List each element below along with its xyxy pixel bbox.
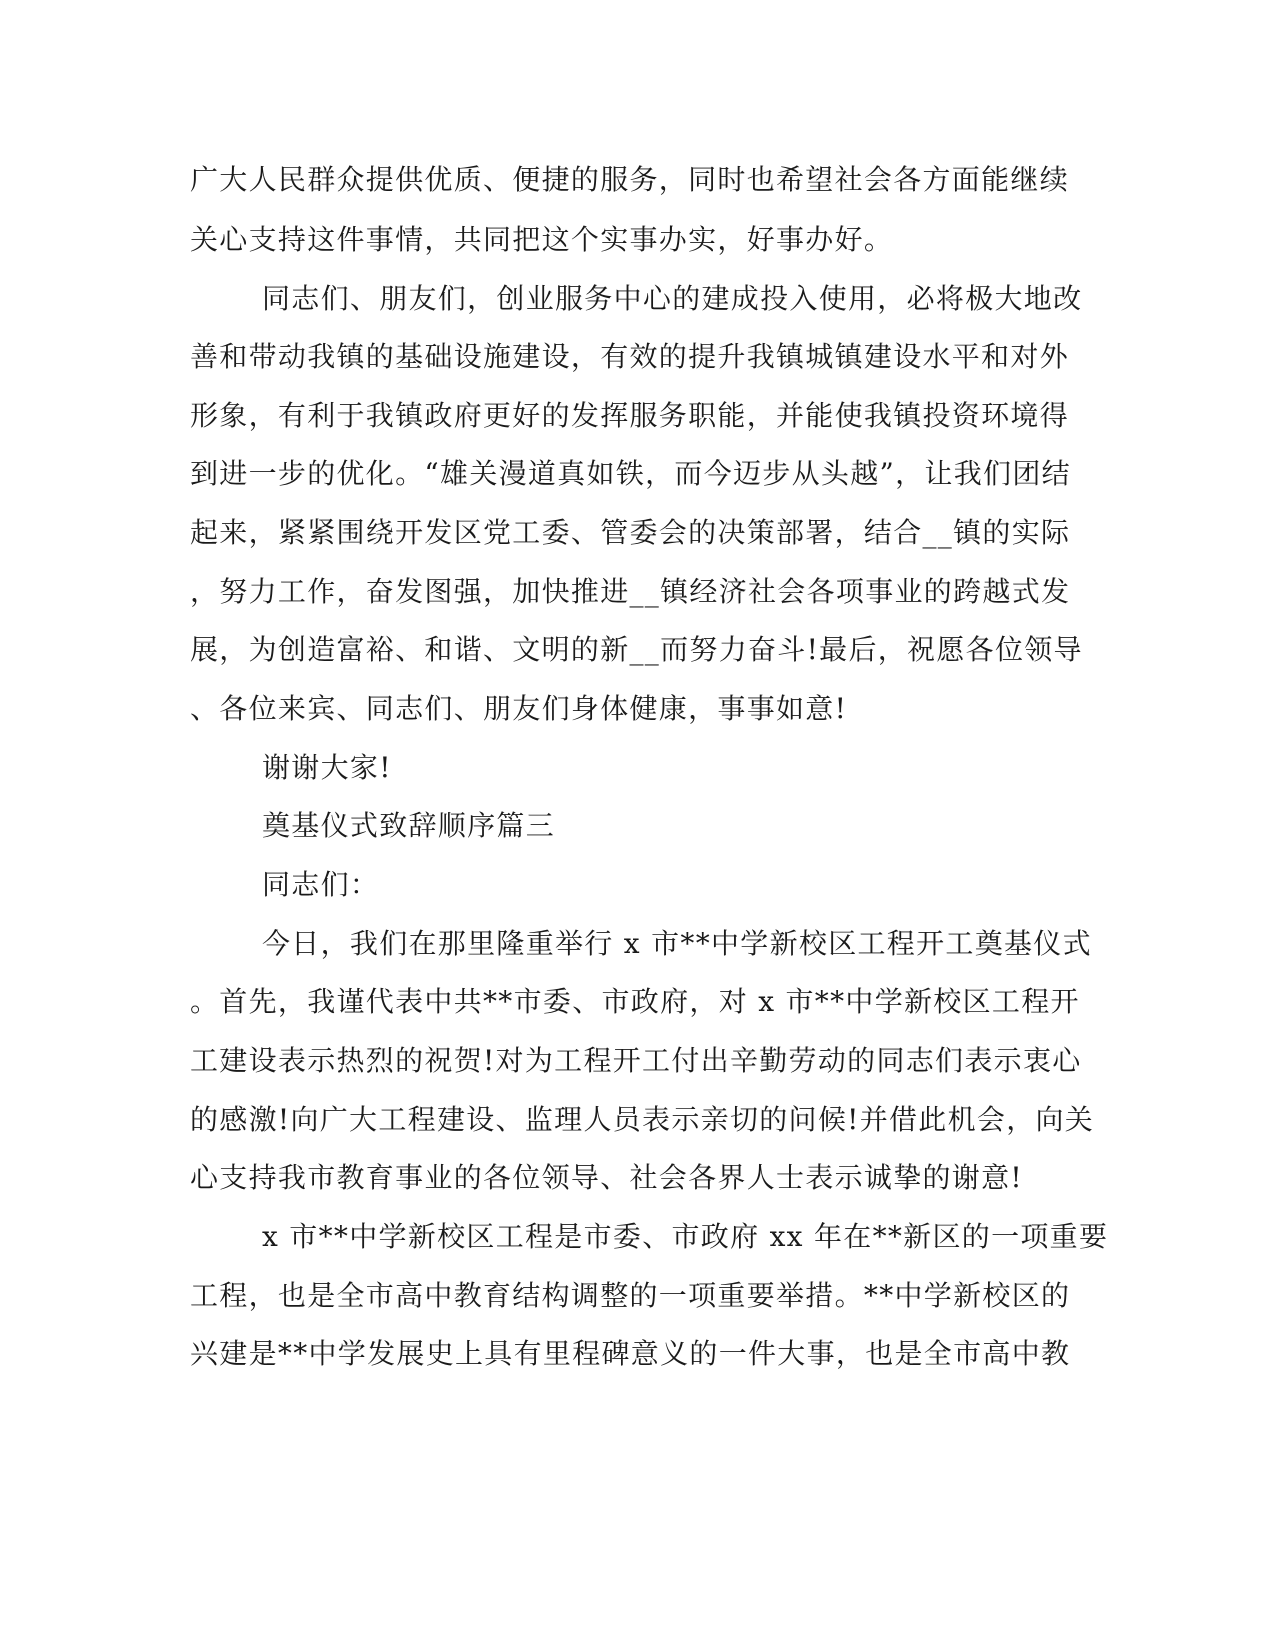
text-line: 善和带动我镇的基础设施建设，有效的提升我镇城镇建设水平和对外 [190, 340, 1070, 373]
text-line: 、各位来宾、同志们、朋友们身体健康，事事如意! [190, 692, 848, 725]
text-line: 形象，有利于我镇政府更好的发挥服务职能，并能使我镇投资环境得 [190, 399, 1070, 432]
text-line: ，努力工作，奋发图强，加快推进__镇经济社会各项事业的跨越式发 [190, 575, 1071, 608]
paragraph-start-line: x 市**中学新校区工程是市委、市政府 xx 年在**新区的一项重要 [262, 1220, 1109, 1253]
salutation: 同志们： [262, 868, 380, 901]
text-line: 心支持我市教育事业的各位领导、社会各界人士表示诚挚的谢意! [190, 1161, 1023, 1194]
text-line: 起来，紧紧围绕开发区党工委、管委会的决策部署，结合__镇的实际 [190, 516, 1071, 549]
paragraph-start-line: 今日，我们在那里隆重举行 x 市**中学新校区工程开工奠基仪式 [262, 927, 1092, 960]
text-line: 。首先，我谨代表中共**市委、市政府，对 x 市**中学新校区工程开 [190, 985, 1080, 1018]
text-line: 的感激!向广大工程建设、监理人员表示亲切的问候!并借此机会，向关 [190, 1103, 1095, 1136]
text-line: 展，为创造富裕、和谐、文明的新__而努力奋斗!最后，祝愿各位领导 [190, 633, 1083, 666]
text-line: 工程，也是全市高中教育结构调整的一项重要举措。**中学新校区的 [190, 1279, 1071, 1312]
closing-thanks: 谢谢大家! [262, 751, 392, 784]
text-line: 兴建是**中学发展史上具有里程碑意义的一件大事，也是全市高中教 [190, 1337, 1071, 1370]
text-line: 到进一步的优化。“雄关漫道真如铁，而今迈步从头越”，让我们团结 [190, 457, 1071, 490]
text-line: 工建设表示热烈的祝贺!对为工程开工付出辛勤劳动的同志们表示衷心 [190, 1044, 1082, 1077]
paragraph-start-line: 同志们、朋友们，创业服务中心的建成投入使用，必将极大地改 [262, 282, 1083, 315]
text-line: 广大人民群众提供优质、便捷的服务，同时也希望社会各方面能继续 [190, 163, 1070, 196]
text-line: 关心支持这件事情，共同把这个实事办实，好事办好。 [190, 223, 894, 256]
section-heading: 奠基仪式致辞顺序篇三 [262, 809, 556, 842]
